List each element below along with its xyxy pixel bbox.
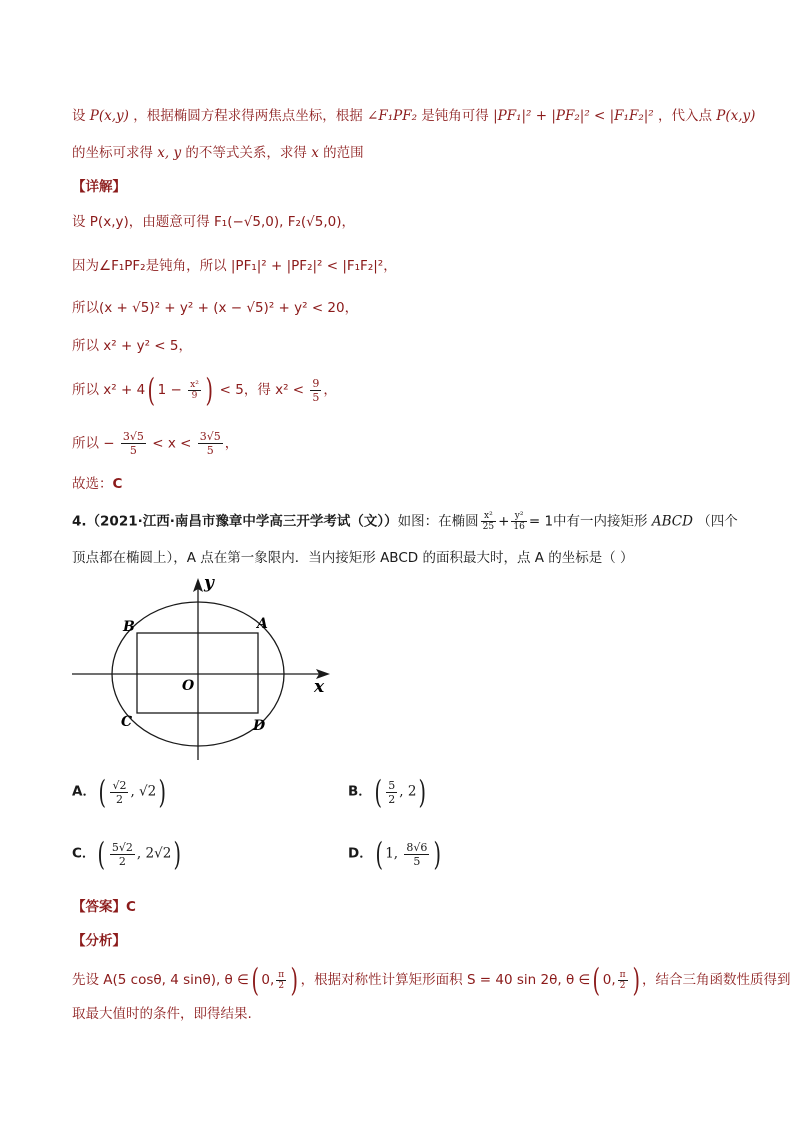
- denominator: 5: [312, 390, 320, 404]
- fraction: [386, 779, 397, 806]
- paren-left: (: [375, 835, 383, 873]
- analysis-prev-line-2: [72, 143, 364, 163]
- denominator: 9: [191, 390, 198, 401]
- analysis-heading: 【分析】: [72, 933, 126, 949]
- paren-left: (: [97, 835, 106, 873]
- label-o: O: [182, 678, 195, 694]
- text: 所以 −: [72, 435, 115, 452]
- fraction: [198, 430, 223, 457]
- denominator: 16: [513, 522, 525, 532]
- paren-right: ): [418, 773, 427, 811]
- denominator: 5: [206, 444, 214, 457]
- text: < x <: [152, 435, 192, 452]
- label-a: A: [257, 616, 268, 632]
- paren-left: (: [147, 371, 156, 409]
- option-key: A．: [72, 783, 96, 800]
- label-y: y: [204, 573, 214, 593]
- option-key: D．: [348, 845, 373, 862]
- option-key: C．: [72, 845, 96, 862]
- label-d: D: [253, 718, 266, 734]
- text: 所以 x² + 4: [72, 382, 146, 398]
- text: 先设 A(5 cosθ, 4 sinθ), θ ∈: [72, 972, 249, 988]
- denominator: 2: [388, 792, 396, 806]
- answer-line: [72, 897, 136, 917]
- option-key: B．: [348, 783, 372, 800]
- numerator: 9: [312, 376, 320, 390]
- text: 是钝角可得: [421, 108, 489, 124]
- denominator: 2: [278, 980, 285, 991]
- text: 0,: [261, 972, 275, 988]
- option-a[interactable]: [72, 773, 169, 811]
- text: 0,: [602, 972, 616, 988]
- numerator: y²: [511, 511, 526, 522]
- option-c[interactable]: [72, 835, 184, 873]
- fraction: [310, 377, 321, 404]
- fraction: [110, 841, 135, 868]
- text: ，代入点: [658, 108, 712, 124]
- choice-line: [72, 474, 122, 494]
- detail-step-3: 所以(x + √5)² + y² + (x − √5)² + y² < 20，: [72, 300, 359, 316]
- math-point: P(x,y): [89, 108, 129, 124]
- question-line-2: 顶点都在椭圆上），A 点在第一象限内．当内接矩形 ABCD 的面积最大时，点 A 的坐标是（ ）: [72, 550, 634, 566]
- detail-heading: 【详解】: [72, 179, 126, 195]
- numerator: x²: [481, 511, 496, 522]
- paren-right: ): [290, 961, 299, 999]
- numerator: 3√5: [122, 430, 144, 443]
- label-c: C: [121, 714, 133, 730]
- label-x: x: [314, 677, 325, 697]
- fraction: [618, 970, 628, 991]
- text: 如图：在椭圆: [397, 513, 479, 530]
- math-inequality: |PF₁|² + |PF₂|² < |F₁F₂|²: [493, 108, 654, 124]
- numerator: π: [278, 969, 285, 980]
- numerator: √2: [112, 778, 127, 792]
- text: ，: [224, 435, 239, 452]
- text: 的范围: [323, 145, 364, 161]
- math-angle: ∠F₁PF₂: [367, 108, 417, 124]
- numerator: 5: [388, 778, 396, 792]
- text: 设: [72, 108, 86, 124]
- paren-right: ): [433, 835, 442, 873]
- detail-step-6: [72, 430, 238, 457]
- option-head: 1,: [385, 845, 403, 862]
- fraction: [110, 779, 128, 806]
- answer-value: C: [126, 899, 136, 915]
- option-d[interactable]: [348, 835, 444, 873]
- analysis-line-2: 取最大值时的条件，即得结果.: [72, 1006, 252, 1022]
- denominator: 2: [115, 792, 123, 806]
- fraction: [188, 380, 201, 401]
- numerator: x²: [190, 379, 199, 390]
- numerator: 5√2: [111, 840, 133, 854]
- text: （四个: [697, 513, 738, 530]
- detail-step-2: 因为∠F₁PF₂是钝角，所以 |PF₁|² + |PF₂|² < |F₁F₂|²，: [72, 258, 397, 274]
- question-source: （2021·江西·南昌市豫章中学高三开学考试（文））: [86, 513, 398, 530]
- answer-label: 【答案】: [72, 899, 126, 915]
- text: ，根据对称性计算矩形面积 S = 40 sin 2θ, θ ∈: [300, 972, 591, 988]
- question-line-1: 4.（2021·江西·南昌市豫章中学高三开学考试（文））如图：在椭圆 $\frac{\text{x²}}{25}$ + $\frac{\text{y²}}{16}$ = 1中有一内接矩形 ABCD （四个: [72, 511, 738, 532]
- denominator: 5: [413, 854, 421, 868]
- ellipse-figure: [60, 570, 350, 770]
- denominator: 25: [482, 522, 495, 532]
- paren-right: ): [632, 961, 640, 999]
- text: 的坐标可求得: [72, 145, 153, 161]
- option-b[interactable]: [348, 773, 429, 811]
- text: ，根据椭圆方程求得两焦点坐标，根据: [133, 108, 363, 124]
- text: = 1: [528, 513, 554, 530]
- choice-value: C: [112, 476, 123, 492]
- math-abcd: ABCD: [651, 513, 693, 530]
- detail-step-1: 设 P(x,y)，由题意可得 F₁(−√5,0), F₂(√5,0)，: [72, 214, 355, 230]
- numerator: π: [619, 969, 626, 980]
- paren-right: ): [173, 835, 182, 873]
- paren-right: ): [205, 371, 213, 409]
- numerator: 8√6: [406, 840, 428, 854]
- denominator: 2: [619, 980, 626, 991]
- text: ，: [323, 382, 337, 398]
- fraction: [404, 841, 429, 868]
- option-tail: , √2: [130, 783, 157, 800]
- option-tail: , 2: [399, 783, 417, 800]
- denominator: 5: [129, 444, 137, 457]
- choice-label: 故选：: [72, 476, 113, 492]
- denominator: 2: [118, 854, 126, 868]
- analysis-line-1: [72, 961, 791, 999]
- text: 中有一内接矩形: [553, 513, 648, 530]
- fraction: [276, 970, 286, 991]
- paren-right: ): [158, 773, 167, 811]
- math-x: x: [311, 145, 319, 161]
- fraction: [481, 511, 496, 532]
- paren-left: (: [374, 773, 382, 811]
- fraction: [121, 430, 146, 457]
- detail-step-5: 所以 x² + 4( 1 − $\frac{\text{x²}}{9}$ ) < 5，得 x² < $\frac{9}{5}$ ，: [72, 371, 337, 409]
- paren-left: (: [98, 773, 106, 811]
- text: < 5，得 x² <: [219, 382, 305, 398]
- option-tail: , 2√2: [136, 845, 172, 862]
- paren-left: (: [592, 961, 601, 999]
- paren-left: (: [251, 961, 259, 999]
- text: 的不等式关系，求得: [185, 145, 307, 161]
- text: ，结合三角函数性质得到: [642, 972, 791, 988]
- detail-step-4: 所以 x² + y² < 5，: [72, 338, 192, 354]
- analysis-prev-line-1: [72, 106, 755, 126]
- math-xy: x, y: [157, 145, 182, 161]
- math-point: P(x,y): [716, 108, 756, 124]
- numerator: 3√5: [199, 430, 221, 443]
- label-b: B: [123, 619, 135, 635]
- fraction: [511, 511, 526, 532]
- question-number: 4.: [72, 513, 87, 530]
